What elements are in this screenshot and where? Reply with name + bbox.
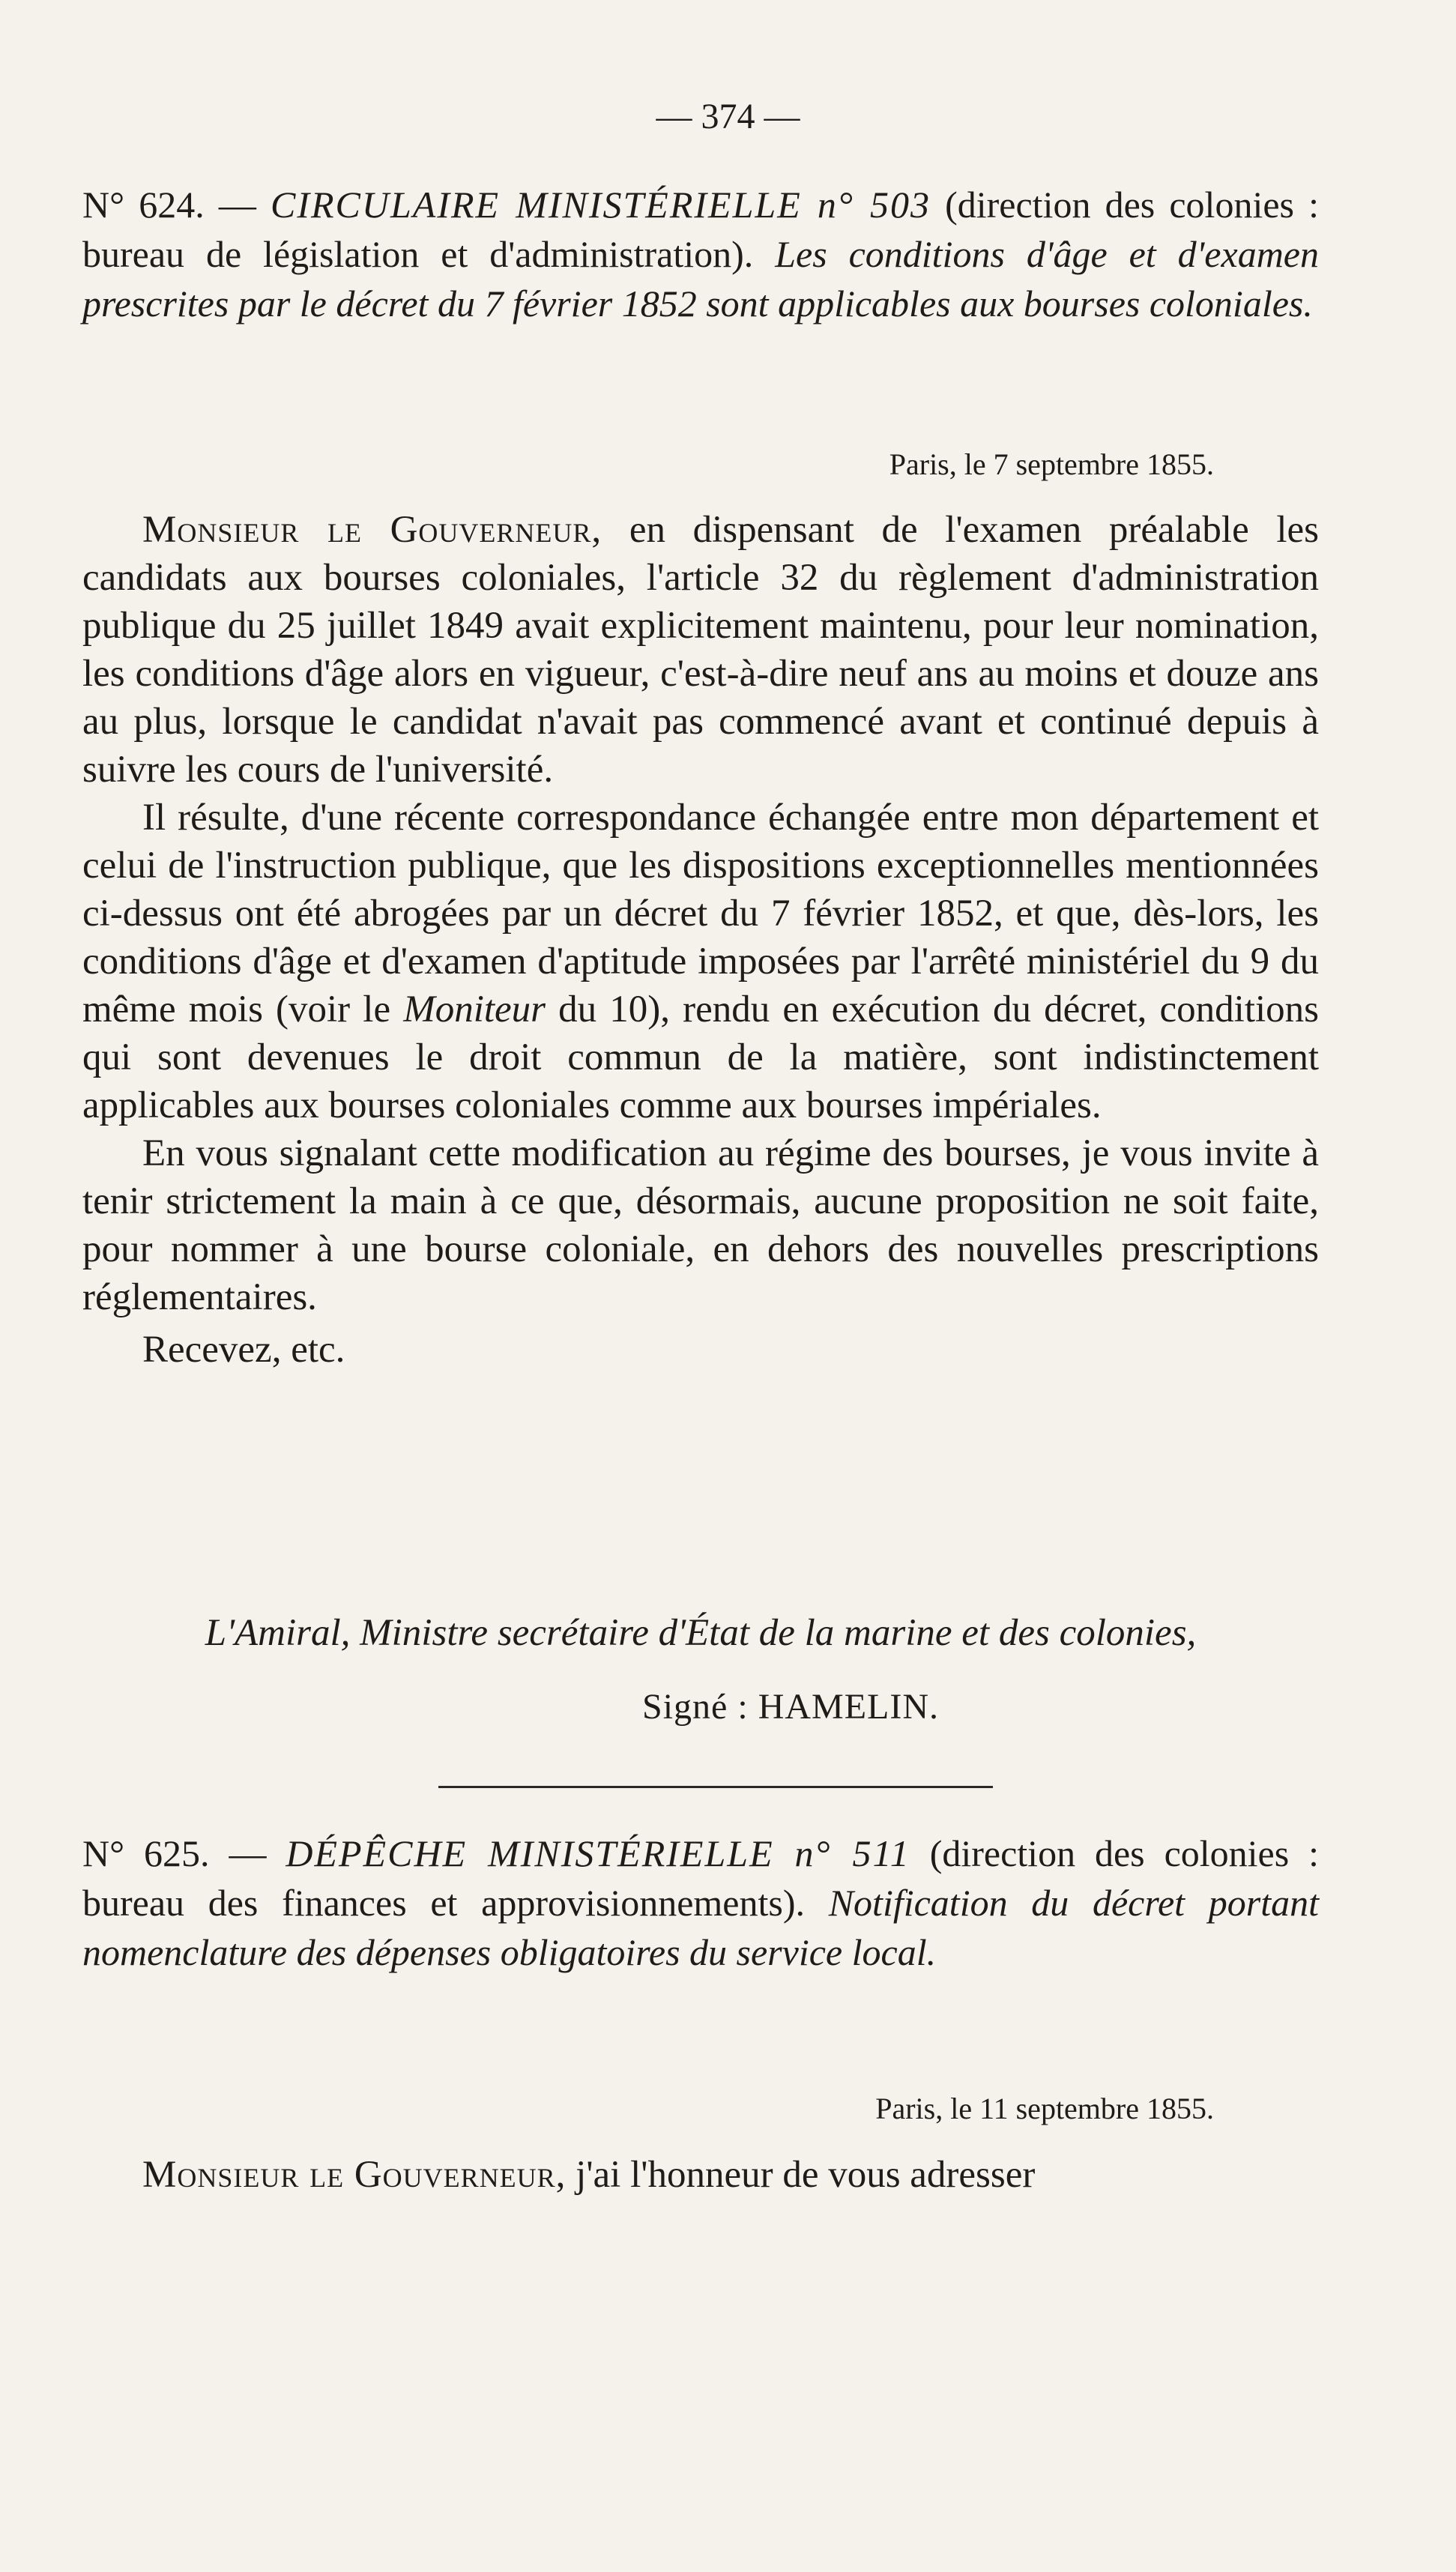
doc624-paragraph-1-text: en dispensant de l'examen préalable les candidats aux bourses coloniales, l'article 32 du règlement d'administration publique du 25 juillet 1849 avait explicitement maintenu, pour leur nomination, les conditions d'âge alors en vigueur, c'est-à-dire neuf ans au moins et douze ans au plus, lorsque le candidat n'avait pas commencé avant et continué depuis à suivre les cours de l'université. <box>82 509 1319 791</box>
doc625-salutation: Monsieur le Gouverneur, <box>142 2154 567 2196</box>
doc624-body <box>82 506 1319 1374</box>
doc625-paragraph-1 <box>82 2151 1319 2199</box>
doc624-heading <box>82 180 1319 328</box>
doc625-paragraph-1-text: j'ai l'honneur de vous adresser <box>576 2154 1036 2196</box>
doc624-signed: Signé : HAMELIN. <box>642 1687 939 1727</box>
doc625-number: N° 625. — <box>82 1832 267 1874</box>
doc625-dateline: Paris, le 11 septembre 1855. <box>875 2092 1214 2125</box>
doc625-title: DÉPÊCHE MINISTÉRIELLE n° 511 <box>286 1832 910 1874</box>
doc624-subject: Les conditions d'âge et d'examen prescrites par le décret du 7 février 1852 sont applicables aux bourses coloniales. <box>82 233 1319 324</box>
doc624-dateline: Paris, le 7 septembre 1855. <box>889 447 1214 481</box>
doc624-direction: (direction des colonies : bureau de législation et d'administration). <box>82 184 1320 275</box>
doc624-paragraph-3: En vous signalant cette modification au régime des bourses, je vous invite à tenir strictement la main à ce que, désormais, aucune proposition ne soit faite, pour nommer à une bourse coloniale, en dehors des nouvelles prescriptions réglementaires. <box>82 1132 1319 1318</box>
doc624-paragraph-2-end: du 10), rendu en exécution du décret, conditions qui sont devenues le droit commun de la matière, sont indistinctement applicables aux bourses coloniales comme aux bourses impériales. <box>82 988 1320 1126</box>
doc624-number: N° 624. — <box>82 184 256 226</box>
doc625-direction: (direction des colonies : bureau des finances et approvisionnements). <box>82 1832 1320 1924</box>
doc625-body <box>82 2151 1319 2199</box>
doc624-moniteur: Moniteur <box>403 988 546 1030</box>
doc624-title: CIRCULAIRE MINISTÉRIELLE n° 503 <box>270 184 931 226</box>
doc625-heading <box>82 1829 1319 1977</box>
section-divider <box>438 1786 993 1788</box>
doc624-paragraph-1 <box>82 506 1319 794</box>
doc624-closing: Recevez, etc. <box>142 1329 345 1371</box>
doc624-paragraph-2 <box>82 794 1319 1129</box>
doc624-signature-line: L'Amiral, Ministre secrétaire d'État de la marine et des colonies, <box>205 1612 1197 1654</box>
doc624-paragraph-2-start: Il résulte, d'une récente correspondance échangée entre mon département et celui de l'instruction publique, que les dispositions exceptionnelles mentionnées ci-dessus ont été abrogées par un décret du 7 février 1852, et que, dès-lors, les conditions d'âge et d'examen d'aptitude imposées par l'arrêté ministériel du 9 du même mois (voir le <box>82 797 1319 1030</box>
doc625-subject: Notification du décret portant nomenclature des dépenses obligatoires du service local. <box>82 1882 1319 1973</box>
page-number: — 374 — <box>656 97 800 136</box>
doc624-salutation: Monsieur le Gouverneur, <box>142 509 602 551</box>
